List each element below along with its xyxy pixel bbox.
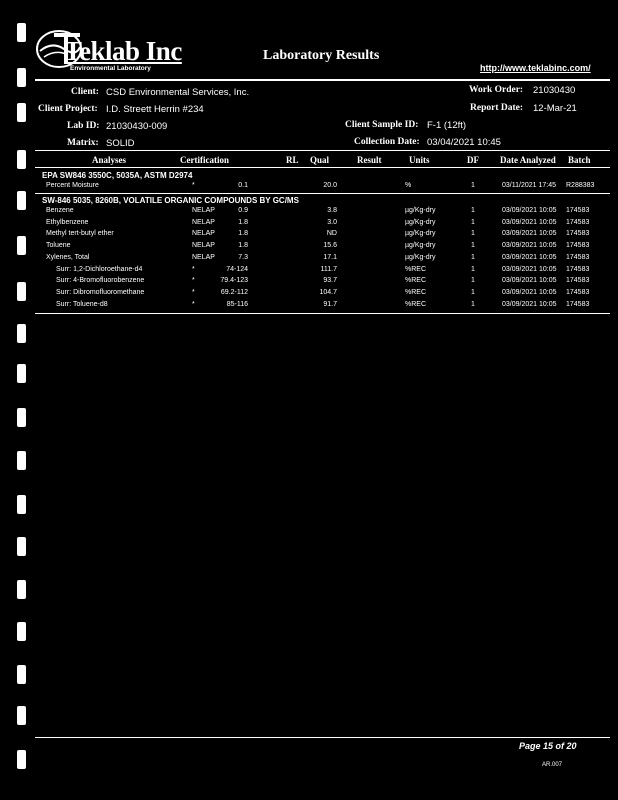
table-row bbox=[0, 253, 590, 265]
punch-hole bbox=[17, 103, 26, 122]
cell-batch: R288383 bbox=[566, 182, 595, 189]
cell-cert: * bbox=[192, 265, 195, 273]
cell-batch: 174583 bbox=[566, 300, 590, 308]
cell-df: 1 bbox=[471, 242, 475, 250]
cell-result: 17.1 bbox=[323, 253, 337, 261]
cell-batch: 174583 bbox=[566, 207, 590, 214]
info-divider bbox=[35, 150, 610, 151]
collection-label: Collection Date: bbox=[354, 137, 420, 147]
cell-date: 03/09/2021 10:05 bbox=[502, 218, 557, 226]
project-value: I.D. Streett Herrin #234 bbox=[106, 104, 204, 115]
cell-batch: 174583 bbox=[566, 253, 590, 261]
cell-df: 1 bbox=[471, 253, 475, 261]
cell-units: %REC bbox=[405, 300, 427, 308]
sample-id-label: Client Sample ID: bbox=[345, 120, 419, 130]
cell-result: ND bbox=[326, 230, 337, 238]
cell-df: 1 bbox=[471, 300, 475, 308]
client-value: CSD Environmental Services, Inc. bbox=[106, 87, 250, 98]
col-batch: Batch bbox=[568, 155, 591, 165]
cell-result: 91.7 bbox=[323, 300, 337, 308]
cell-analyte: Benzene bbox=[46, 207, 74, 214]
cell-units: %REC bbox=[405, 277, 427, 285]
cell-rl: 79.4-123 bbox=[220, 277, 248, 285]
cell-units: %REC bbox=[405, 288, 427, 296]
cell-result: 111.7 bbox=[320, 265, 337, 273]
cell-result: 20.0 bbox=[323, 182, 337, 189]
report-date-value: 12-Mar-21 bbox=[533, 103, 577, 114]
page-title: Laboratory Results bbox=[263, 48, 380, 63]
punch-hole bbox=[17, 68, 26, 87]
cell-rl: 1.8 bbox=[238, 242, 248, 250]
header-divider bbox=[35, 79, 610, 81]
col-certification: Certification bbox=[180, 155, 229, 165]
cell-rl: 85-116 bbox=[226, 300, 248, 308]
cell-rl: 1.8 bbox=[238, 218, 248, 226]
logo-text: Teklab Inc bbox=[64, 36, 182, 66]
cell-cert: * bbox=[192, 277, 195, 285]
report-date-label: Report Date: bbox=[470, 103, 524, 113]
punch-hole bbox=[17, 580, 26, 599]
cell-rl: 0.9 bbox=[238, 207, 248, 214]
cell-batch: 174583 bbox=[566, 265, 590, 273]
work-order-label: Work Order: bbox=[469, 85, 524, 95]
cell-df: 1 bbox=[471, 207, 475, 214]
table-row bbox=[0, 265, 590, 277]
table-row bbox=[0, 300, 590, 312]
cell-analyte: Methyl tert-butyl ether bbox=[46, 230, 114, 238]
table-row bbox=[0, 288, 590, 300]
punch-hole bbox=[17, 451, 26, 470]
cell-analyte: Surr: 4-Bromofluorobenzene bbox=[56, 277, 145, 285]
cell-result: 15.6 bbox=[323, 242, 337, 250]
collection-value: 03/04/2021 10:45 bbox=[427, 137, 501, 148]
cell-analyte: Xylenes, Total bbox=[46, 253, 90, 261]
work-order-value: 21030430 bbox=[533, 85, 576, 96]
cell-result: 104.7 bbox=[319, 288, 337, 296]
project-label: Client Project: bbox=[38, 104, 98, 114]
cell-date: 03/11/2021 17:45 bbox=[502, 182, 556, 189]
table-row bbox=[0, 242, 590, 253]
punch-hole bbox=[17, 622, 26, 641]
cell-date: 03/09/2021 10:05 bbox=[502, 253, 557, 261]
cell-analyte: Percent Moisture bbox=[46, 182, 99, 189]
matrix-value: SOLID bbox=[106, 138, 135, 149]
cell-units: % bbox=[405, 182, 412, 189]
form-code: AR.007 bbox=[542, 762, 563, 768]
col-date-analyzed: Date Analyzed bbox=[500, 155, 556, 165]
cell-units: µg/Kg-dry bbox=[405, 207, 436, 214]
col-df: DF bbox=[467, 155, 479, 165]
punch-hole bbox=[17, 408, 26, 427]
cell-date: 03/09/2021 10:05 bbox=[502, 207, 557, 214]
punch-holes bbox=[17, 0, 27, 800]
cell-analyte: Surr: Dibromofluoromethane bbox=[56, 288, 145, 296]
punch-hole bbox=[17, 750, 26, 769]
website-link[interactable]: http://www.teklabinc.com/ bbox=[480, 63, 591, 73]
cell-batch: 174583 bbox=[566, 242, 590, 250]
section-title-moisture: EPA SW846 3550C, 5035A, ASTM D2974 bbox=[42, 171, 193, 180]
cell-analyte: Toluene bbox=[46, 242, 71, 250]
cell-date: 03/09/2021 10:05 bbox=[502, 242, 557, 250]
cell-batch: 174583 bbox=[566, 288, 590, 296]
col-analyses: Analyses bbox=[92, 155, 127, 165]
cell-date: 03/09/2021 10:05 bbox=[502, 230, 557, 238]
cell-cert: NELAP bbox=[192, 207, 215, 214]
cell-rl: 69.2-112 bbox=[220, 288, 248, 296]
cell-analyte: Surr: Toluene-d8 bbox=[56, 300, 108, 308]
cell-batch: 174583 bbox=[566, 277, 590, 285]
labid-value: 21030430-009 bbox=[106, 121, 168, 132]
client-label: Client: bbox=[71, 87, 99, 97]
logo-subtext: Environmental Laboratory bbox=[70, 65, 151, 72]
cell-date: 03/09/2021 10:05 bbox=[502, 300, 557, 308]
cell-cert: * bbox=[192, 300, 195, 308]
col-units: Units bbox=[409, 155, 430, 165]
section-title-voc: SW-846 5035, 8260B, VOLATILE ORGANIC COMPOUNDS BY GC/MS bbox=[42, 196, 299, 205]
cell-df: 1 bbox=[471, 277, 475, 285]
page-number: Page 15 of 20 bbox=[519, 741, 577, 751]
column-header-divider bbox=[35, 167, 610, 168]
sample-id-value: F-1 (12ft) bbox=[427, 120, 467, 131]
cell-rl: 74-124 bbox=[226, 265, 248, 273]
cell-result: 93.7 bbox=[323, 277, 337, 285]
cell-cert: NELAP bbox=[192, 218, 215, 226]
cell-df: 1 bbox=[471, 265, 475, 273]
cell-units: µg/Kg-dry bbox=[405, 253, 436, 261]
punch-hole bbox=[17, 23, 26, 42]
table-row bbox=[0, 207, 590, 218]
section-divider bbox=[35, 193, 610, 194]
cell-cert: * bbox=[192, 182, 195, 189]
punch-hole bbox=[17, 495, 26, 514]
cell-date: 03/09/2021 10:05 bbox=[502, 288, 557, 296]
labid-label: Lab ID: bbox=[67, 121, 100, 131]
cell-rl: 1.8 bbox=[238, 230, 248, 238]
cell-df: 1 bbox=[471, 218, 475, 226]
cell-cert: NELAP bbox=[192, 242, 215, 250]
cell-units: %REC bbox=[405, 265, 427, 273]
cell-analyte: Ethylbenzene bbox=[46, 218, 89, 226]
punch-hole bbox=[17, 150, 26, 169]
col-rl: RL bbox=[286, 155, 299, 165]
punch-hole bbox=[17, 324, 26, 343]
table-end-divider bbox=[35, 313, 610, 314]
cell-rl: 7.3 bbox=[238, 253, 248, 261]
cell-cert: * bbox=[192, 288, 195, 296]
punch-hole bbox=[17, 706, 26, 725]
cell-units: µg/Kg-dry bbox=[405, 242, 436, 250]
cell-units: µg/Kg-dry bbox=[405, 230, 436, 238]
punch-hole bbox=[17, 665, 26, 684]
cell-batch: 174583 bbox=[566, 218, 590, 226]
cell-result: 3.8 bbox=[327, 207, 337, 214]
cell-rl: 0.1 bbox=[238, 182, 248, 189]
cell-date: 03/09/2021 10:05 bbox=[502, 265, 557, 273]
punch-hole bbox=[17, 537, 26, 556]
col-qual: Qual bbox=[310, 155, 330, 165]
cell-date: 03/09/2021 10:05 bbox=[502, 277, 557, 285]
col-result: Result bbox=[357, 155, 382, 165]
cell-units: µg/Kg-dry bbox=[405, 218, 436, 226]
cell-batch: 174583 bbox=[566, 230, 590, 238]
cell-df: 1 bbox=[471, 182, 475, 189]
cell-cert: NELAP bbox=[192, 253, 215, 261]
matrix-label: Matrix: bbox=[67, 138, 99, 148]
cell-df: 1 bbox=[471, 230, 475, 238]
cell-analyte: Surr: 1,2-Dichloroethane-d4 bbox=[56, 265, 143, 273]
punch-hole bbox=[17, 364, 26, 383]
table-row bbox=[0, 230, 590, 241]
table-row bbox=[0, 277, 590, 288]
table-row bbox=[0, 182, 595, 193]
footer-divider bbox=[35, 737, 610, 738]
cell-cert: NELAP bbox=[192, 230, 215, 238]
table-row bbox=[0, 218, 590, 230]
cell-df: 1 bbox=[471, 288, 475, 296]
cell-result: 3.0 bbox=[327, 218, 337, 226]
